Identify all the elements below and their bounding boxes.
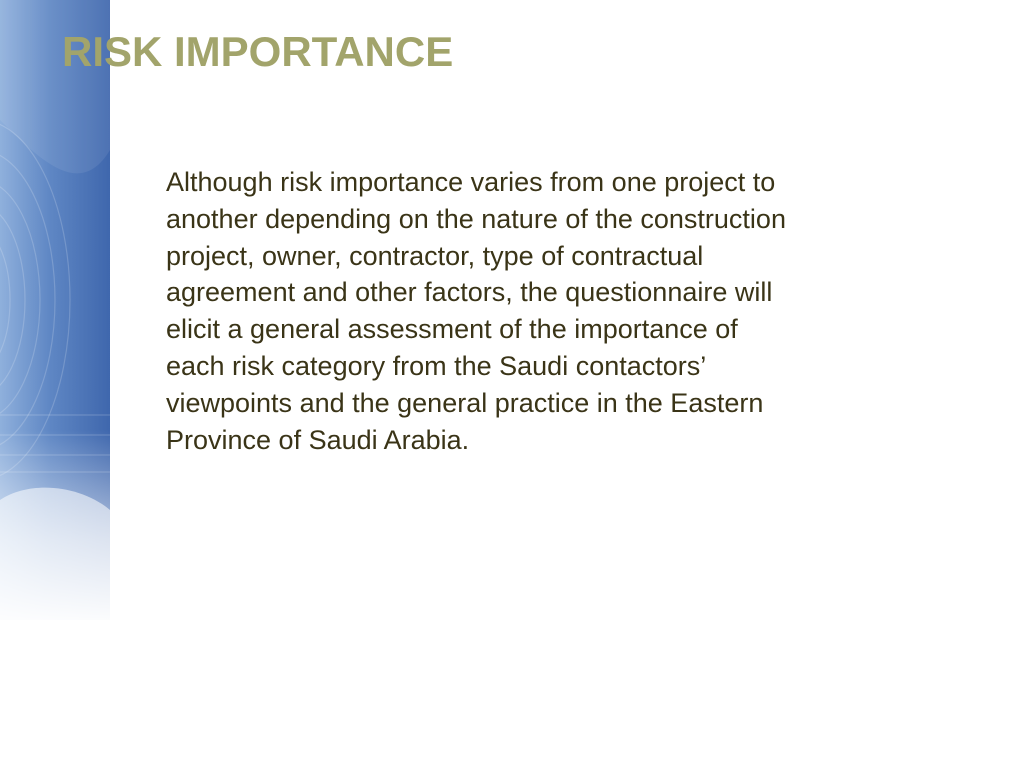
body-line: agreement and other factors, the questionnaire will bbox=[166, 277, 773, 308]
body-line: Province of Saudi Arabia. bbox=[166, 424, 470, 455]
body-line: Although risk importance varies from one project to bbox=[166, 167, 776, 197]
slide-body-paragraph bbox=[166, 164, 966, 458]
body-line: another depending on the nature of the construction bbox=[166, 203, 786, 234]
body-line: viewpoints and the general practice in the Eastern bbox=[166, 387, 764, 418]
slide-title: RISK IMPORTANCE bbox=[62, 28, 454, 75]
decorative-blue-band bbox=[0, 0, 110, 768]
body-line: elicit a general assessment of the importance of bbox=[166, 314, 738, 345]
body-line: each risk category from the Saudi contactors’ bbox=[166, 350, 707, 381]
body-line: project, owner, contractor, type of contractual bbox=[166, 240, 704, 271]
